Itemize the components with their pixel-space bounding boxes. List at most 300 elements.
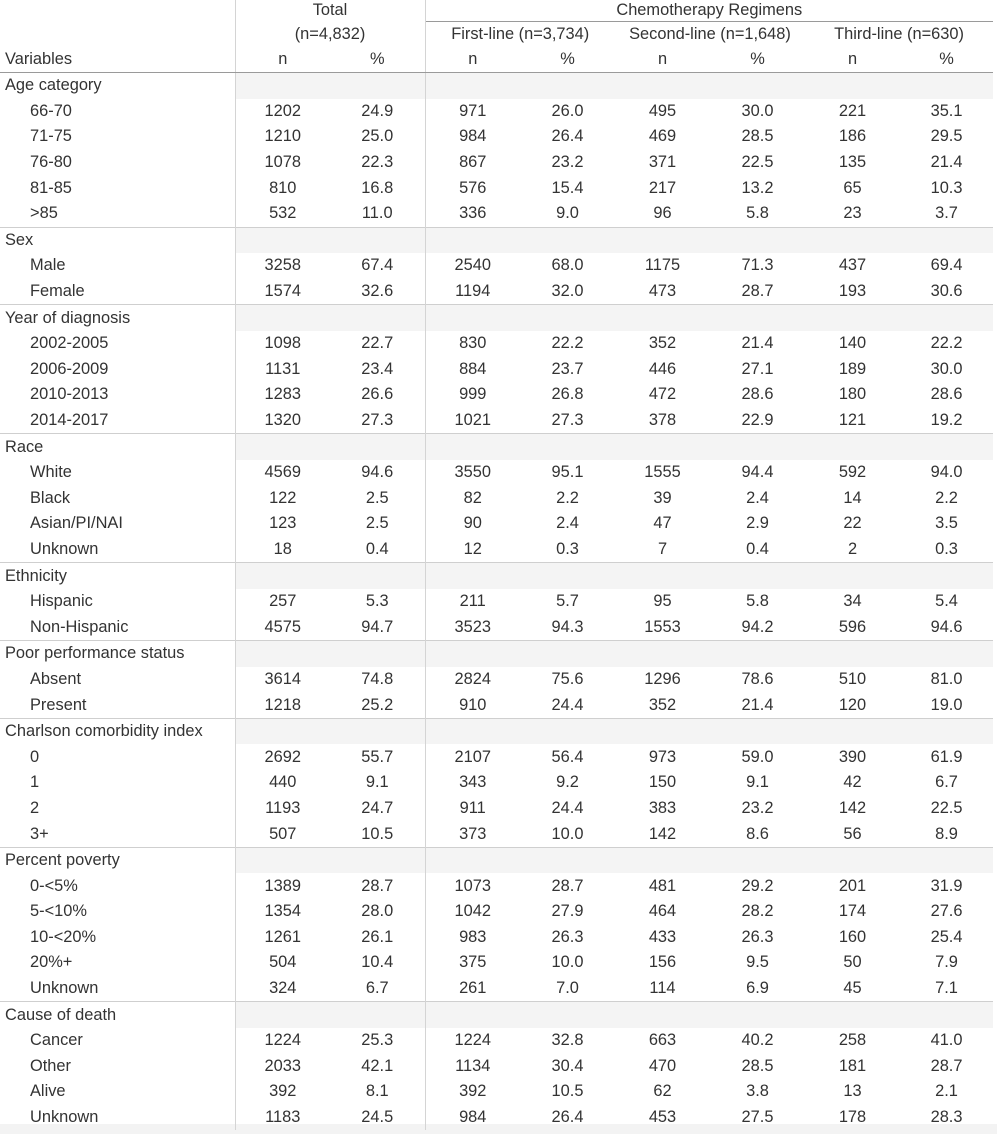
- n-cell: 1553: [644, 617, 681, 636]
- pct-cell: 68.0: [551, 256, 584, 275]
- pct-cell: 40.2: [741, 1031, 774, 1050]
- pct-cell: 0.3: [935, 539, 958, 558]
- pct-cell: 10.5: [330, 821, 425, 847]
- pct-cell: 0.3: [556, 539, 579, 558]
- n-cell: 47: [653, 514, 672, 533]
- n-cell: 1202: [264, 101, 301, 120]
- n-cell: 4569: [264, 463, 301, 482]
- n-cell: 120: [838, 695, 867, 714]
- pct-cell: 5.3: [330, 589, 425, 615]
- group-label: Race: [0, 434, 235, 460]
- pct-cell: 56.4: [551, 747, 584, 766]
- pct-cell: 26.8: [551, 385, 584, 404]
- n-cell: 2540: [454, 256, 491, 275]
- n-cell: 324: [269, 979, 297, 998]
- n-cell: 142: [838, 798, 867, 817]
- table-row: [0, 150, 993, 176]
- n-cell: 440: [269, 773, 297, 792]
- n-cell: 56: [843, 824, 862, 843]
- empty-cell: [900, 847, 993, 873]
- empty-cell: [330, 305, 425, 331]
- pct-header: %: [900, 47, 993, 73]
- pct-cell: 2.5: [330, 511, 425, 537]
- n-cell: 193: [838, 282, 867, 301]
- pct-cell: 0.4: [746, 539, 769, 558]
- row-label: Unknown: [0, 976, 235, 1002]
- pct-cell: 3.5: [935, 514, 958, 533]
- row-label: 76-80: [0, 150, 235, 176]
- pct-cell: 28.7: [741, 282, 774, 301]
- table-row: [0, 873, 993, 899]
- total-n-header: (n=4,832): [235, 22, 425, 48]
- n-cell: 123: [269, 514, 297, 533]
- empty-cell: [235, 434, 330, 460]
- row-label: White: [0, 460, 235, 486]
- pct-cell: 26.0: [551, 101, 584, 120]
- pct-cell: 81.0: [930, 669, 963, 688]
- n-cell: 392: [459, 1082, 487, 1101]
- pct-cell: 21.4: [741, 695, 774, 714]
- pct-cell: 10.0: [551, 824, 584, 843]
- n-cell: 42: [843, 773, 862, 792]
- empty-cell: [615, 563, 710, 589]
- pct-cell: 26.4: [551, 1108, 584, 1127]
- empty-cell: [425, 563, 520, 589]
- pct-cell: 9.1: [330, 770, 425, 796]
- n-cell: 160: [838, 927, 867, 946]
- n-cell: 95: [653, 592, 672, 611]
- empty-cell: [330, 847, 425, 873]
- pct-cell: 9.1: [746, 773, 769, 792]
- group-label: Age category: [0, 73, 235, 99]
- empty-cell: [805, 718, 900, 744]
- pct-cell: 67.4: [330, 253, 425, 279]
- empty-cell: [615, 847, 710, 873]
- row-label: 10-<20%: [0, 925, 235, 951]
- n-cell: 1354: [264, 902, 301, 921]
- pct-cell: 32.8: [551, 1031, 584, 1050]
- n-cell: 1042: [454, 902, 491, 921]
- row-label: 2006-2009: [0, 357, 235, 383]
- group-row: [0, 718, 993, 744]
- pct-cell: 2.2: [556, 488, 579, 507]
- pct-cell: 23.2: [551, 153, 584, 172]
- n-cell: 433: [648, 927, 677, 946]
- group-label: Poor performance status: [0, 641, 235, 667]
- pct-cell: 0.4: [330, 537, 425, 563]
- n-cell: 2107: [454, 747, 491, 766]
- n-cell: 1389: [264, 876, 301, 895]
- table-row: [0, 511, 993, 537]
- group-label: Ethnicity: [0, 563, 235, 589]
- empty-cell: [235, 847, 330, 873]
- n-cell: 181: [838, 1056, 867, 1075]
- pct-cell: 23.2: [741, 798, 774, 817]
- row-label: Other: [0, 1054, 235, 1080]
- empty-cell: [615, 718, 710, 744]
- n-cell: 336: [459, 204, 487, 223]
- empty-cell: [710, 847, 805, 873]
- pct-cell: 35.1: [930, 101, 963, 120]
- empty-cell: [710, 305, 805, 331]
- row-label: Asian/PI/NAI: [0, 511, 235, 537]
- n-header: n: [235, 47, 330, 73]
- empty-cell: [330, 73, 425, 99]
- table-row: [0, 201, 993, 227]
- n-cell: 1098: [264, 334, 301, 353]
- n-cell: 1574: [264, 282, 301, 301]
- n-cell: 261: [459, 979, 487, 998]
- table-row: [0, 925, 993, 951]
- pct-cell: 95.1: [551, 463, 584, 482]
- pct-cell: 2.4: [746, 488, 769, 507]
- row-label: Female: [0, 279, 235, 305]
- n-cell: 971: [459, 101, 487, 120]
- n-cell: 592: [838, 463, 867, 482]
- row-label: 66-70: [0, 99, 235, 125]
- row-label: 2002-2005: [0, 331, 235, 357]
- pct-cell: 27.5: [741, 1108, 774, 1127]
- pct-cell: 74.8: [330, 667, 425, 693]
- n-cell: 4575: [264, 617, 301, 636]
- pct-cell: 28.6: [741, 385, 774, 404]
- pct-cell: 7.9: [935, 953, 958, 972]
- n-cell: 576: [459, 178, 487, 197]
- n-cell: 911: [459, 798, 486, 817]
- n-cell: 3523: [454, 617, 491, 636]
- pct-header: %: [520, 47, 615, 73]
- pct-cell: 28.5: [741, 1056, 774, 1075]
- row-label: 2014-2017: [0, 408, 235, 434]
- n-cell: 18: [273, 539, 292, 558]
- n-cell: 13: [843, 1082, 862, 1101]
- empty-cell: [520, 73, 615, 99]
- empty-cell: [615, 434, 710, 460]
- table-row: [0, 770, 993, 796]
- table-row: [0, 408, 993, 434]
- pct-cell: 55.7: [330, 744, 425, 770]
- n-cell: 258: [838, 1031, 867, 1050]
- n-cell: 2: [847, 539, 858, 558]
- pct-cell: 22.9: [741, 411, 774, 430]
- pct-cell: 22.5: [930, 798, 963, 817]
- pct-cell: 23.4: [330, 357, 425, 383]
- empty-cell: [615, 73, 710, 99]
- table-row: [0, 124, 993, 150]
- table-body: [0, 73, 993, 1131]
- empty-cell: [805, 563, 900, 589]
- pct-cell: 6.7: [935, 773, 958, 792]
- pct-cell: 29.5: [930, 127, 963, 146]
- n-cell: 7: [657, 539, 668, 558]
- n-cell: 373: [459, 824, 487, 843]
- second-line-header: Second-line (n=1,648): [629, 25, 791, 43]
- n-cell: 174: [838, 902, 867, 921]
- empty-cell: [710, 434, 805, 460]
- pct-cell: 7.0: [556, 979, 579, 998]
- n-cell: 390: [838, 747, 867, 766]
- n-cell: 343: [459, 773, 487, 792]
- pct-cell: 69.4: [930, 256, 963, 275]
- pct-cell: 2.5: [330, 486, 425, 512]
- pct-cell: 75.6: [551, 669, 584, 688]
- pct-cell: 32.6: [330, 279, 425, 305]
- row-label: Unknown: [0, 1105, 235, 1131]
- empty-cell: [615, 641, 710, 667]
- n-cell: 221: [838, 101, 867, 120]
- n-cell: 383: [648, 798, 677, 817]
- pct-cell: 27.3: [330, 408, 425, 434]
- n-cell: 65: [843, 178, 862, 197]
- group-row: [0, 227, 993, 253]
- pct-cell: 30.4: [551, 1056, 584, 1075]
- table-row: [0, 331, 993, 357]
- n-cell: 62: [653, 1082, 672, 1101]
- empty-cell: [615, 305, 710, 331]
- pct-cell: 26.3: [741, 927, 774, 946]
- empty-cell: [805, 305, 900, 331]
- pct-cell: 71.3: [741, 256, 774, 275]
- pct-cell: 2.2: [935, 488, 958, 507]
- empty-cell: [805, 641, 900, 667]
- table-row: [0, 1028, 993, 1054]
- empty-cell: [330, 641, 425, 667]
- empty-cell: [710, 641, 805, 667]
- n-cell: 1193: [265, 798, 301, 817]
- table-row: [0, 253, 993, 279]
- pct-cell: 26.3: [551, 927, 584, 946]
- n-cell: 3550: [454, 463, 491, 482]
- n-cell: 532: [269, 204, 297, 223]
- empty-cell: [615, 227, 710, 253]
- first-line-header: First-line (n=3,734): [451, 25, 590, 43]
- n-cell: 830: [459, 334, 487, 353]
- n-cell: 122: [269, 488, 297, 507]
- n-cell: 1183: [265, 1108, 301, 1127]
- chemo-regimens-header: Chemotherapy Regimens: [425, 0, 993, 22]
- pct-cell: 2.9: [746, 514, 769, 533]
- row-label: Absent: [0, 667, 235, 693]
- empty-cell: [900, 563, 993, 589]
- row-label: Male: [0, 253, 235, 279]
- n-cell: 1134: [455, 1056, 491, 1075]
- pct-cell: 26.1: [330, 925, 425, 951]
- pct-cell: 24.9: [330, 99, 425, 125]
- pct-cell: 28.6: [930, 385, 963, 404]
- pct-cell: 24.7: [330, 796, 425, 822]
- pct-cell: 25.4: [930, 927, 963, 946]
- pct-cell: 22.2: [930, 334, 963, 353]
- row-label: Unknown: [0, 537, 235, 563]
- n-cell: 1283: [264, 385, 301, 404]
- pct-cell: 28.0: [330, 899, 425, 925]
- empty-cell: [805, 847, 900, 873]
- group-label: Year of diagnosis: [0, 305, 235, 331]
- row-label: 71-75: [0, 124, 235, 150]
- n-cell: 495: [648, 101, 677, 120]
- row-label: 2010-2013: [0, 382, 235, 408]
- n-cell: 1021: [454, 411, 491, 430]
- table-row: [0, 1079, 993, 1105]
- n-cell: 596: [838, 617, 867, 636]
- n-cell: 1131: [265, 359, 301, 378]
- empty-cell: [900, 305, 993, 331]
- empty-cell: [520, 847, 615, 873]
- pct-cell: 8.9: [935, 824, 958, 843]
- pct-header: %: [330, 47, 425, 73]
- n-cell: 1078: [264, 153, 301, 172]
- n-cell: 23: [843, 204, 862, 223]
- n-cell: 453: [648, 1108, 677, 1127]
- pct-cell: 41.0: [930, 1031, 963, 1050]
- table-row: [0, 460, 993, 486]
- pct-cell: 22.3: [330, 150, 425, 176]
- table-row: [0, 279, 993, 305]
- pct-cell: 15.4: [551, 178, 584, 197]
- row-label: 3+: [0, 821, 235, 847]
- empty-cell: [710, 563, 805, 589]
- n-cell: 472: [648, 385, 677, 404]
- pct-cell: 10.4: [330, 950, 425, 976]
- table-row: [0, 99, 993, 125]
- n-cell: 884: [459, 359, 487, 378]
- n-cell: 473: [648, 282, 677, 301]
- pct-cell: 6.7: [330, 976, 425, 1002]
- n-header: n: [805, 47, 900, 73]
- pct-cell: 8.1: [330, 1079, 425, 1105]
- n-cell: 2033: [264, 1056, 301, 1075]
- n-cell: 1218: [264, 695, 301, 714]
- empty-cell: [900, 1002, 993, 1028]
- empty-cell: [520, 718, 615, 744]
- n-cell: 999: [459, 385, 487, 404]
- pct-cell: 30.0: [741, 101, 774, 120]
- n-cell: 1224: [454, 1031, 491, 1050]
- n-cell: 3258: [264, 256, 301, 275]
- pct-cell: 16.8: [330, 175, 425, 201]
- n-cell: 142: [648, 824, 677, 843]
- n-cell: 810: [269, 178, 297, 197]
- pct-cell: 5.7: [556, 592, 579, 611]
- group-row: [0, 641, 993, 667]
- row-label: Alive: [0, 1079, 235, 1105]
- pct-cell: 42.1: [330, 1054, 425, 1080]
- table-row: [0, 667, 993, 693]
- row-label: 0-<5%: [0, 873, 235, 899]
- header-blank: [0, 22, 235, 48]
- pct-cell: 5.8: [746, 204, 769, 223]
- group-row: [0, 563, 993, 589]
- n-cell: 510: [838, 669, 867, 688]
- pct-header: %: [710, 47, 805, 73]
- pct-cell: 28.3: [930, 1108, 963, 1127]
- empty-cell: [805, 1002, 900, 1028]
- empty-cell: [425, 641, 520, 667]
- pct-cell: 3.7: [935, 204, 958, 223]
- n-cell: 140: [838, 334, 867, 353]
- pct-cell: 10.5: [551, 1082, 584, 1101]
- group-label: Cause of death: [0, 1002, 235, 1028]
- table-row: [0, 589, 993, 615]
- empty-cell: [520, 563, 615, 589]
- pct-cell: 28.7: [330, 873, 425, 899]
- n-cell: 14: [843, 488, 862, 507]
- pct-cell: 27.3: [551, 411, 584, 430]
- group-row: [0, 73, 993, 99]
- table-row: [0, 175, 993, 201]
- pct-cell: 94.2: [741, 617, 774, 636]
- variables-header: Variables: [0, 47, 235, 73]
- empty-cell: [330, 434, 425, 460]
- pct-cell: 94.6: [330, 460, 425, 486]
- pct-cell: 19.0: [930, 695, 963, 714]
- empty-cell: [425, 847, 520, 873]
- pct-cell: 29.2: [741, 876, 774, 895]
- pct-cell: 22.2: [551, 334, 584, 353]
- n-cell: 973: [648, 747, 677, 766]
- empty-cell: [805, 73, 900, 99]
- n-cell: 983: [459, 927, 487, 946]
- empty-cell: [330, 563, 425, 589]
- empty-cell: [425, 73, 520, 99]
- empty-cell: [425, 434, 520, 460]
- pct-cell: 59.0: [741, 747, 774, 766]
- pct-cell: 10.0: [551, 953, 584, 972]
- pct-cell: 2.1: [935, 1082, 958, 1101]
- n-cell: 82: [463, 488, 482, 507]
- table-row: [0, 382, 993, 408]
- total-header: Total: [235, 0, 425, 22]
- n-cell: 22: [843, 514, 862, 533]
- empty-cell: [520, 641, 615, 667]
- row-label: 1: [0, 770, 235, 796]
- empty-cell: [900, 434, 993, 460]
- empty-cell: [235, 641, 330, 667]
- n-cell: 446: [648, 359, 677, 378]
- row-label: Hispanic: [0, 589, 235, 615]
- pct-cell: 94.6: [930, 617, 963, 636]
- n-cell: 217: [648, 178, 677, 197]
- table-row: [0, 614, 993, 640]
- empty-cell: [710, 1002, 805, 1028]
- n-cell: 504: [269, 953, 297, 972]
- n-cell: 507: [269, 824, 297, 843]
- empty-cell: [900, 227, 993, 253]
- n-cell: 910: [459, 695, 487, 714]
- n-cell: 984: [459, 1108, 487, 1127]
- empty-cell: [425, 305, 520, 331]
- row-label: 81-85: [0, 175, 235, 201]
- empty-cell: [330, 227, 425, 253]
- empty-cell: [425, 718, 520, 744]
- n-cell: 481: [648, 876, 677, 895]
- n-cell: 189: [838, 359, 867, 378]
- empty-cell: [900, 718, 993, 744]
- row-label: 20%+: [0, 950, 235, 976]
- pct-cell: 24.5: [330, 1105, 425, 1131]
- table-row: [0, 899, 993, 925]
- group-row: [0, 847, 993, 873]
- pct-cell: 11.0: [330, 201, 425, 227]
- pct-cell: 26.6: [330, 382, 425, 408]
- pct-cell: 13.2: [741, 178, 774, 197]
- n-cell: 469: [648, 127, 677, 146]
- n-cell: 1296: [644, 669, 681, 688]
- table-row: [0, 486, 993, 512]
- empty-cell: [805, 434, 900, 460]
- empty-cell: [425, 227, 520, 253]
- n-header: n: [425, 47, 520, 73]
